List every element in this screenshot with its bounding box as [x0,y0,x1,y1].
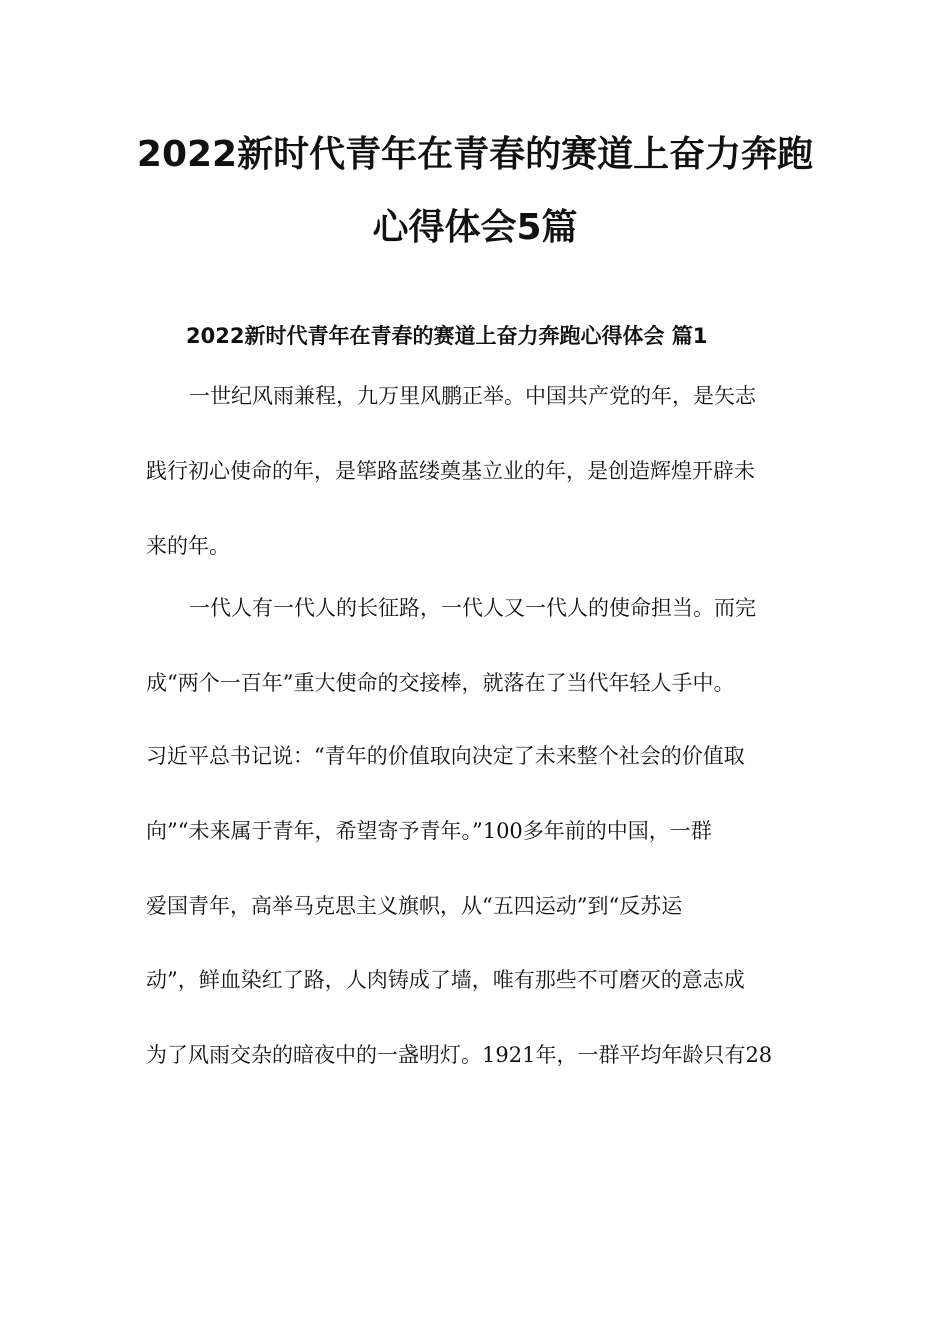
body-line: 成“两个一百年”重大使命的交接棒，就落在了当代年轻人手中。 [146,671,735,695]
body-line: 向”“未来属于青年，希望寄予青年。”100多年前的中国，一群 [146,819,712,843]
document-title-line-2: 心得体会5篇 [372,207,578,248]
body-line: 动”，鲜血染红了路，人肉铸成了墙，唯有那些不可磨灭的意志成 [146,968,745,992]
body-line: 习近平总书记说：“青年的价值取向决定了未来整个社会的价值取 [146,744,745,768]
body-line: 一世纪风雨兼程，九万里风鹏正举。中国共产党的年，是矢志 [189,384,756,408]
document-title-line-1: 2022新时代青年在青春的赛道上奋力奔跑 [136,134,814,175]
body-line: 来的年。 [146,534,230,558]
body-line: 爱国青年，高举马克思主义旗帜，从“五四运动”到“反苏运 [146,894,683,918]
body-line: 践行初心使命的年，是筚路蓝缕奠基立业的年，是创造辉煌开辟未 [146,459,755,483]
body-line: 一代人有一代人的长征路，一代人又一代人的使命担当。而完 [189,596,756,620]
body-line: 为了风雨交杂的暗夜中的一盏明灯。1921年，一群平均年龄只有28 [146,1043,773,1067]
section-heading: 2022新时代青年在青春的赛道上奋力奔跑心得体会 篇1 [186,324,708,348]
